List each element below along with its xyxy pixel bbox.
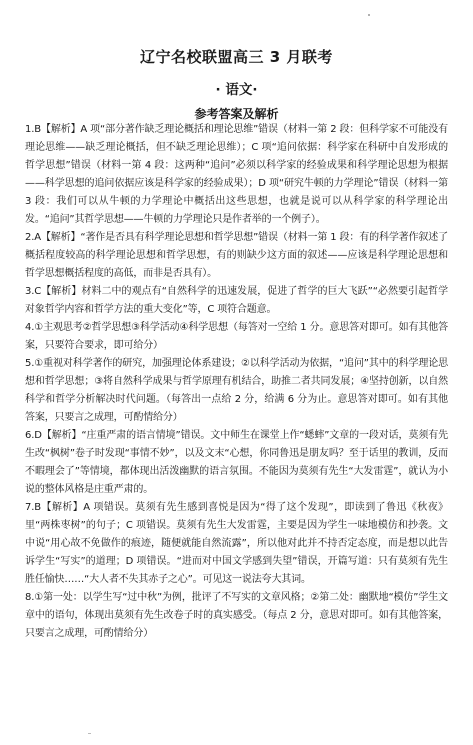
answer-item-7: 7.B【解析】A 项错误。莫须有先生感到喜悦是因为“得了这个发现”，即读到了鲁迅《秋夜》里“两株枣树”的句子；C 项错误。莫须有先生大发雷霆，主要是因为学生一味地模仿和抄袭。文中说“用心故不免做作的痕迹，随便就能自然流露”，所以他对此并不持否定态度，而是想以此告诉学生“写实”的道理；D 项错误。“进而对中国文学感到失望”错误，开篇写道：只有莫须有先生胜任愉快……“大人者不失其赤子之心”。可见这一说法夸大其词。 <box>25 502 448 585</box>
answers-heading: 参考答案及解析 <box>194 107 279 121</box>
answer-item-6: 6.D【解析】“庄重严肃的语言情境”错误。文中师生在课堂上作“蟋蟀”文章的一段对话，莫须有先生改“枫树”卷子时发现“事情不妙”，以及文末“心想，你同鲁迅是朋友吗？至于话里的教训，反而不暇理会了”等情境，都体现出活泼幽默的语言氛围。不能因为莫须有先生“大发雷霆”，就认为小说的整体风格是庄重严肃的。 <box>25 430 448 495</box>
answer-item-1: 1.B【解析】A 项“部分著作缺乏理论概括和理论思维”错误（材料一第 2 段：但科学家不可能没有理论思维——缺乏理论概括，但不缺乏理论思维）；C 项“追问依据：科学家在科研中自发形成的哲学思想”错误（材料一第 4 段：这两种“追问”必须以科学家的经验成果和科学理论思想为根据——科学思想的追问依据应该是科学家的经验成果）；D 项“研究牛顿的力学理论”错误（材料一第 3 段：我们可以从牛顿的力学理论中概括出这些思想，也就是说可以从科学家的科学理论出发。“追问”其哲学思想——牛顿的力学理论只是作者举的一个例子）。 <box>25 124 448 225</box>
answer-item-8: 8.①第一处：以学生写“过中秋”为例，批评了不写实的文章风格；②第二处：幽默地“模仿”学生文章中的语句，体现出莫须有先生改卷子时的真实感受。（每点 2 分，意思对即可。如有其他答案，只要言之成理，可酌情给分） <box>25 592 448 639</box>
answer-item-3: 3.C【解析】材料二中的观点有“自然科学的迅速发展，促进了哲学的巨大飞跃”“必然要引起哲学对象哲学内容和哲学方法的重大变化”等，C 项符合题意。 <box>25 286 448 315</box>
answer-item-4: 4.①主观思考②哲学思想③科学活动④科学思想（每答对一空给 1 分。意思答对即可。如有其他答案，只要符合要求，即可给分） <box>25 322 448 351</box>
scan-dot <box>368 14 370 16</box>
scan-mark <box>88 733 91 734</box>
subject-heading: · 语文· <box>215 82 258 98</box>
answer-list <box>25 121 448 643</box>
page-title: 辽宁名校联盟高三 3 月联考 <box>140 48 333 66</box>
answer-item-2: 2.A【解析】“著作是否具有科学理论思想和哲学思想”错误（材料一第 1 段：有的科学著作叙述了概括程度较高的科学理论思想和哲学思想，有的则缺少这方面的叙述——应该是科学理论思想和哲学思想概括程度的高低，而非是否具有）。 <box>25 232 448 279</box>
answer-item-5: 5.①重视对科学著作的研究，加强理论体系建设；②以科学活动为依据，“追问”其中的科学理论思想和哲学思想；③将自然科学成果与哲学原理有机结合，助推二者共同发展；④坚持创新，以自然科学和哲学分析解决时代问题。（每答出一点给 2 分，给满 6 分为止。意思答对即可。如有其他答案，只要言之成理，可酌情给分） <box>25 358 448 423</box>
